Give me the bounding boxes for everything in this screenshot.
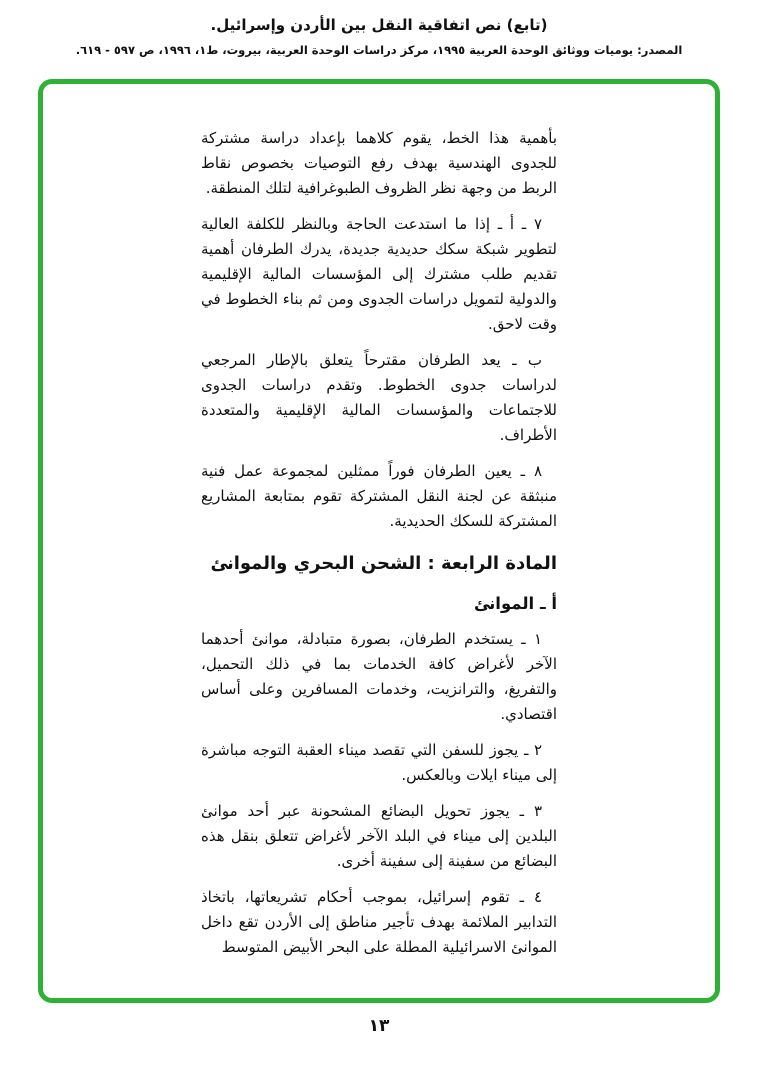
paragraph-item-4: ٤ ـ تقوم إسرائيل، بموجب أحكام تشريعاتها، باتخاذ التدابير الملائمة بهدف تأجير مناطق إلى الأردن تقع داخل الموانئ الاسرائيلية المطلة على البحر الأبيض المتوسط — [201, 888, 557, 956]
paragraph-clause-7b: ب ـ يعد الطرفان مقترحاً يتعلق بالإطار المرجعي لدراسات جدوى الخطوط. وتقدم دراسات الجدوى للاجتماعات والمؤسسات المالية الإقليمية والمتعددة الأطراف. — [201, 351, 557, 444]
paragraph-clause-7a: ٧ ـ أ ـ إذا ما استدعت الحاجة وبالنظر للكلفة العالية لتطوير شبكة سكك حديدية جديدة، يدرك الطرفان أهمية تقديم طلب مشترك إلى المؤسسات المالية الإقليمية والدولية لتمويل دراسات الجدوى ومن ثم بناء الخطوط في وقت لاحق. — [201, 215, 557, 333]
article-four-heading: المادة الرابعة : الشحن البحري والموانئ — [210, 553, 557, 574]
paragraph-item-3: ٣ ـ يجوز تحويل البضائع المشحونة عبر أحد موانئ البلدين إلى ميناء في البلد الآخر لأغراض تتعلق بنقل هذه البضائع من سفينة إلى سفينة أخرى. — [201, 802, 557, 870]
page-header — [0, 0, 758, 57]
paragraph-continuation: بأهمية هذا الخط، يقوم كلاهما بإعداد دراسة مشتركة للجدوى الهندسية بهدف رفع التوصيات بخصوص نقاط الربط من وجهة نظر الظروف الطبوغرافية لتلك المنطقة. — [201, 129, 557, 197]
content-frame — [38, 79, 720, 1003]
paragraph-item-2: ٢ ـ يجوز للسفن التي تقصد ميناء العقبة التوجه مباشرة إلى ميناء ايلات وبالعكس. — [201, 741, 557, 784]
paragraph-item-1: ١ ـ يستخدم الطرفان، بصورة متبادلة، موانئ أحدهما الآخر لأغراض كافة الخدمات بما في ذلك التحميل، والتفريغ، والترانزيت، وخدمات المسافرين وعلى أساس اقتصادي. — [201, 630, 557, 723]
text-column — [201, 126, 557, 960]
ports-subheading: أ ـ الموانئ — [473, 594, 557, 613]
document-title: (تابع) نص اتفاقية النقل بين الأردن وإسرائيل. — [210, 16, 548, 34]
source-citation: المصدر: يوميات ووثائق الوحدة العربية ١٩٩٥، مركز دراسات الوحدة العربية، بيروت، ط١، ١٩٩٦، ص ٥٩٧ - ٦١٩. — [75, 43, 683, 57]
page-number: ١٣ — [368, 1016, 390, 1036]
paragraph-clause-8: ٨ ـ يعين الطرفان فوراً ممثلين لمجموعة عمل فنية منبثقة عن لجنة النقل المشتركة تقوم بمتابعة المشاريع المشتركة للسكك الحديدية. — [201, 462, 557, 530]
